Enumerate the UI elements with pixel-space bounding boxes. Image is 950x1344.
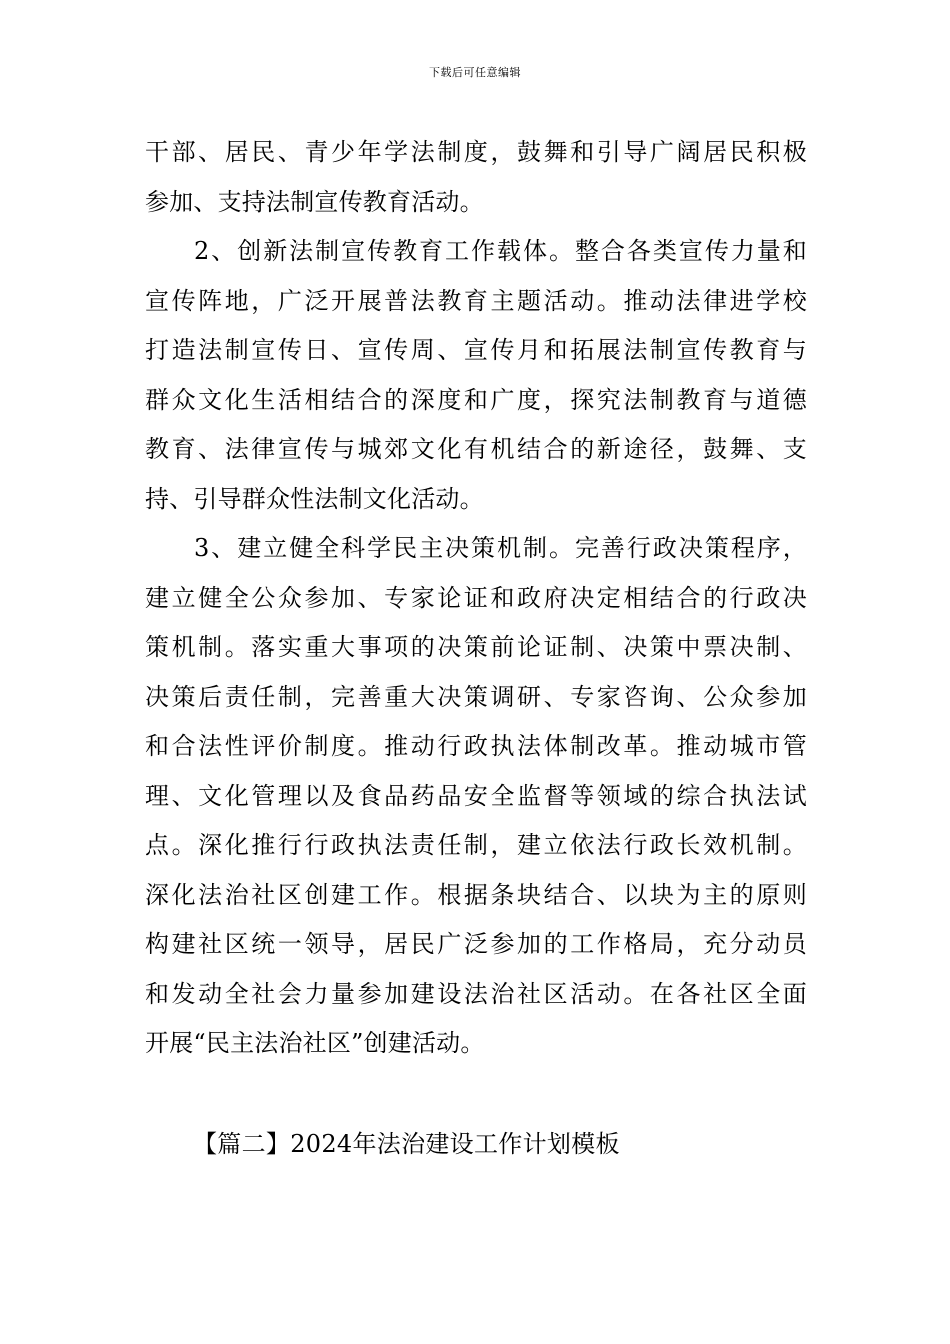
- text-line: 和发动全社会力量参加建设法治社区活动。在各社区全面: [145, 979, 807, 1008]
- text-line: 构建社区统一领导，居民广泛参加的工作格局，充分动员: [145, 930, 807, 958]
- text-line: 干部、居民、青少年学法制度，鼓舞和引导广阔居民积极: [145, 138, 807, 166]
- text-line: 决策后责任制，完善重大决策调研、专家咨询、公众参加: [145, 682, 807, 711]
- text-line: 2、创新法制宣传教育工作载体。整合各类宣传力量和: [194, 237, 807, 265]
- text-line: 3、建立健全科学民主决策机制。完善行政决策程序，: [194, 534, 807, 562]
- text-line: 开展“民主法治社区”创建活动。: [145, 1029, 485, 1057]
- document-body: [145, 128, 807, 1069]
- text-line: 宣传阵地，广泛开展普法教育主题活动。推动法律进学校: [145, 286, 807, 315]
- text-line: 教育、法律宣传与城郊文化有机结合的新途径，鼓舞、支: [145, 435, 807, 463]
- text-line: 持、引导群众性法制文化活动。: [145, 484, 484, 513]
- text-line: 建立健全公众参加、专家论证和政府决定相结合的行政决: [145, 583, 807, 612]
- section-title: 【篇二】2024年法治建设工作计划模板: [193, 1130, 620, 1158]
- text-line: 理、文化管理以及食品药品安全监督等领域的综合执法试: [145, 781, 807, 810]
- text-line: 参加、支持法制宣传教育活动。: [145, 187, 484, 216]
- text-line: 点。深化推行行政执法责任制，建立依法行政长效机制。: [145, 831, 807, 859]
- text-line: 和合法性评价制度。推动行政执法体制改革。推动城市管: [145, 732, 807, 760]
- text-line: 深化法治社区创建工作。根据条块结合、以块为主的原则: [145, 880, 807, 909]
- text-line: 打造法制宣传日、宣传周、宣传月和拓展法制宣传教育与: [145, 336, 807, 364]
- text-line: 策机制。落实重大事项的决策前论证制、决策中票决制、: [145, 633, 807, 661]
- page-header: 下载后可任意编辑: [429, 66, 521, 79]
- text-line: 群众文化生活相结合的深度和广度，探究法制教育与道德: [145, 385, 807, 414]
